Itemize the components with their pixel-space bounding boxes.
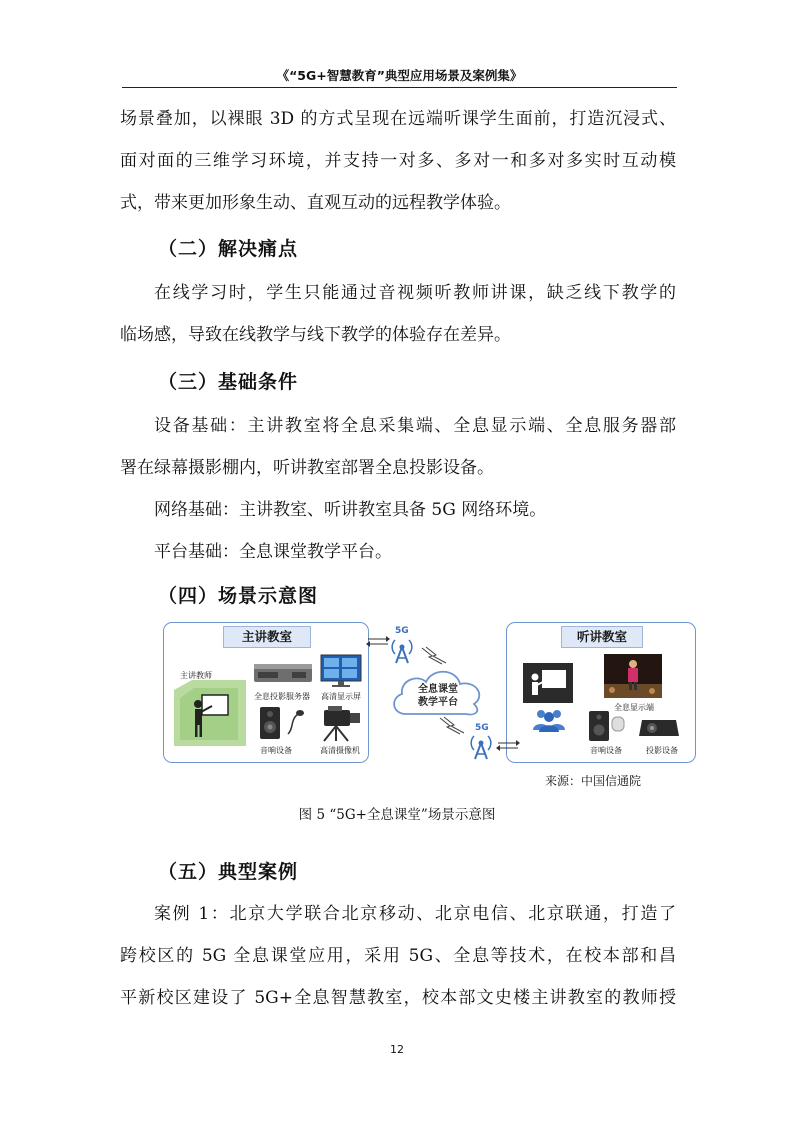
figure-source: 来源：中国信通院 <box>545 774 642 788</box>
hd-screen-label: 高清显示屏 <box>321 692 361 701</box>
green-screen-teacher-icon <box>174 680 246 746</box>
smart-speaker-icon <box>610 714 626 732</box>
pain-points-line-1: 在线学习时，学生只能通过音视频听教师讲课，缺乏线下教学的 <box>154 283 676 303</box>
audio-left-label: 音响设备 <box>260 746 292 755</box>
lightning-top-icon <box>420 646 448 666</box>
signal-label-top: 5G <box>395 626 409 636</box>
projector-icon <box>638 716 680 738</box>
intro-line-2: 面对面的三维学习环境，并支持一对多、多对一和多对多实时互动模 <box>120 151 676 171</box>
figure-caption: 图 5 “5G+全息课堂”场景示意图 <box>298 807 496 823</box>
speaker-icon <box>258 706 282 740</box>
intro-line-3: 式，带来更加形象生动、直观互动的远程教学体验。 <box>120 193 511 213</box>
device-basis-line-2: 署在绿幕摄影棚内，听讲教室部署全息投影设备。 <box>120 458 494 478</box>
page-number: 12 <box>390 1043 404 1056</box>
scene-diagram <box>160 620 700 766</box>
blackboard-teacher-icon <box>522 662 574 704</box>
main-classroom-title: 主讲教室 <box>223 626 311 648</box>
holo-display-label: 全息显示端 <box>614 703 654 712</box>
antenna-top-icon <box>387 634 417 664</box>
case-line-2: 跨校区的 5G 全息课堂应用，采用 5G、全息等技术，在校本部和昌 <box>120 946 676 966</box>
holographic-server-icon <box>252 660 314 686</box>
projector-label: 投影设备 <box>646 746 678 755</box>
antenna-bottom-icon <box>466 730 496 760</box>
intro-line-1: 场景叠加，以裸眼 3D 的方式呈现在远端听课学生面前，打造沉浸式、 <box>120 109 676 129</box>
device-basis-line-1: 设备基础：主讲教室将全息采集端、全息显示端、全息服务器部 <box>154 416 676 436</box>
pain-points-line-2: 临场感，导致在线教学与线下教学的体验存在差异。 <box>120 325 511 345</box>
section-heading-cases: （五）典型案例 <box>158 861 299 883</box>
signal-label-bottom: 5G <box>475 723 489 733</box>
speaker-right-icon <box>588 710 610 742</box>
network-basis: 网络基础：主讲教室、听讲教室具备 5G 网络环境。 <box>154 500 547 520</box>
case-line-3: 平新校区建设了 5G+全息智慧教室，校本部文史楼主讲教室的教师授 <box>120 988 676 1008</box>
students-icon <box>532 708 566 732</box>
section-heading-pain-points: （二）解决痛点 <box>158 238 299 260</box>
lightning-bottom-icon <box>438 716 466 736</box>
holographic-display-icon <box>604 654 662 698</box>
camera-icon <box>316 704 362 742</box>
section-heading-conditions: （三）基础条件 <box>158 371 299 393</box>
server-label: 全息投影服务器 <box>254 692 310 701</box>
hd-screen-icon <box>320 654 362 688</box>
teacher-label: 主讲教师 <box>180 671 212 680</box>
camera-label: 高清摄像机 <box>320 746 360 755</box>
case-line-1: 案例 1：北京大学联合北京移动、北京电信、北京联通，打造了 <box>154 904 676 924</box>
header-rule <box>122 87 677 88</box>
microphone-icon <box>284 708 306 736</box>
section-heading-diagram: （四）场景示意图 <box>158 585 319 607</box>
audio-right-label: 音响设备 <box>590 746 622 755</box>
link-arrow-right-bottom-icon <box>496 738 520 752</box>
page-header: 《“5G+智慧教育”典型应用场景及案例集》 <box>276 68 523 83</box>
listening-classroom-title: 听讲教室 <box>561 626 643 648</box>
link-arrow-left-top-icon <box>366 634 390 648</box>
platform-basis: 平台基础：全息课堂教学平台。 <box>154 542 392 562</box>
cloud-label-line-1: 全息课堂 <box>418 684 458 695</box>
cloud-label-line-2: 教学平台 <box>418 697 458 708</box>
